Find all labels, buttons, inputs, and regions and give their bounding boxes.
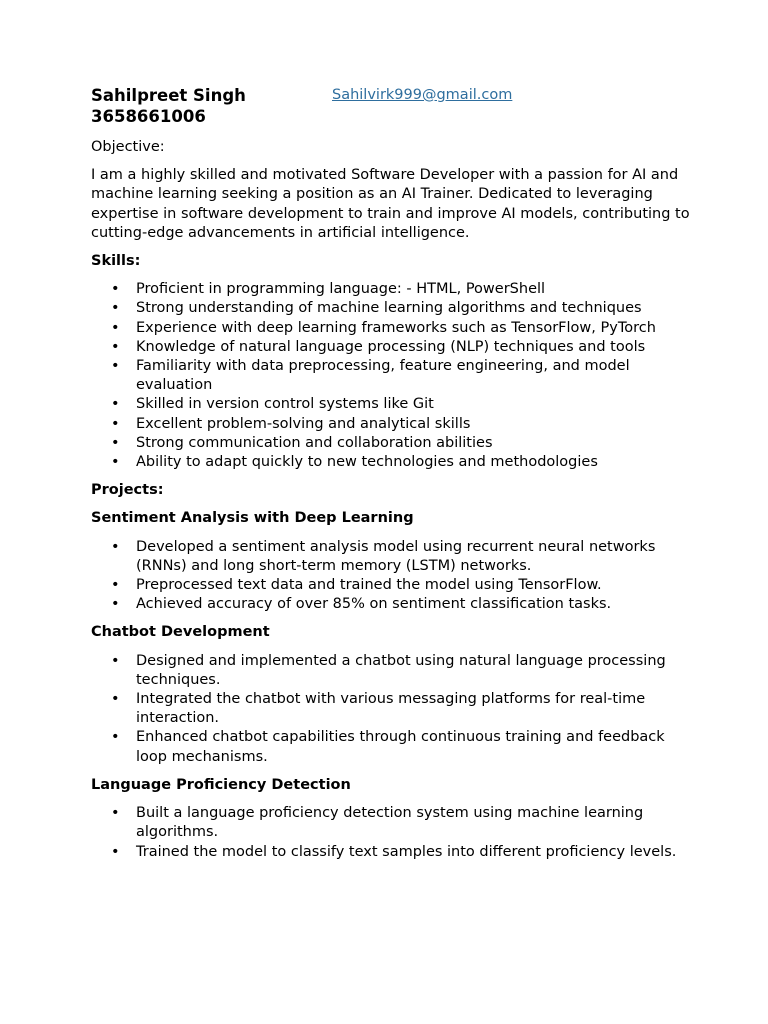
list-item (91, 453, 691, 472)
email-link[interactable]: Sahilvirk999@gmail.com (332, 87, 513, 103)
bullet-icon: • (111, 454, 120, 471)
list-item (91, 280, 691, 299)
candidate-name: Sahilpreet Singh (91, 86, 246, 105)
project-details-list (91, 804, 691, 862)
skill-text: Familiarity with data preprocessing, feature engineering, and model evaluation (136, 358, 630, 394)
project-detail-text: Integrated the chatbot with various messaging platforms for real-time interaction. (136, 691, 646, 727)
list-item (91, 415, 691, 434)
objective-label: Objective: (91, 139, 165, 155)
phone-number: 3658661006 (91, 107, 206, 126)
project-details-list (91, 652, 691, 767)
skill-text: Excellent problem-solving and analytical skills (136, 415, 471, 432)
project-title: Chatbot Development (91, 624, 270, 641)
project-title: Language Proficiency Detection (91, 776, 351, 793)
projects-heading: Projects: (91, 482, 164, 499)
bullet-icon: • (111, 652, 120, 669)
bullet-icon: • (111, 691, 120, 708)
bullet-icon: • (111, 415, 120, 432)
skill-text: Skilled in version control systems like Git (136, 396, 434, 413)
skill-text: Knowledge of natural language processing (NLP) techniques and tools (136, 338, 646, 355)
list-item (91, 595, 691, 614)
bullet-icon: • (111, 843, 120, 860)
list-item (91, 576, 691, 595)
skills-heading: Skills: (91, 253, 141, 270)
list-item (91, 652, 691, 690)
list-item (91, 338, 691, 357)
list-item (91, 728, 691, 766)
skill-text: Strong communication and collaboration abilities (136, 434, 493, 451)
bullet-icon: • (111, 538, 120, 555)
list-item (91, 690, 691, 728)
project-detail-text: Achieved accuracy of over 85% on sentiment classification tasks. (136, 596, 612, 613)
resume-body (91, 138, 691, 871)
skills-list (91, 280, 691, 472)
objective-text: I am a highly skilled and motivated Software Developer with a passion for AI and machine learning seeking a position as an AI Trainer. Dedicated to leveraging expertise in software development to train and improve AI models, contributing to cutting-edge advancements in artificial intelligence. (91, 167, 690, 241)
bullet-icon: • (111, 396, 120, 413)
bullet-icon: • (111, 805, 120, 822)
skill-text: Experience with deep learning frameworks such as TensorFlow, PyTorch (136, 319, 656, 336)
bullet-icon: • (111, 338, 120, 355)
skill-text: Strong understanding of machine learning algorithms and techniques (136, 300, 642, 317)
skill-text: Proficient in programming language: - HTML, PowerShell (136, 281, 546, 298)
bullet-icon: • (111, 281, 120, 298)
project-detail-text: Built a language proficiency detection system using machine learning algorithms. (136, 805, 644, 841)
bullet-icon: • (111, 577, 120, 594)
list-item (91, 357, 691, 395)
project-detail-text: Trained the model to classify text samples into different proficiency levels. (136, 843, 677, 860)
bullet-icon: • (111, 300, 120, 317)
list-item (91, 319, 691, 338)
list-item (91, 434, 691, 453)
list-item (91, 804, 691, 842)
list-item (91, 538, 691, 576)
list-item (91, 299, 691, 318)
project-detail-text: Preprocessed text data and trained the model using TensorFlow. (136, 577, 602, 594)
bullet-icon: • (111, 729, 120, 746)
list-item (91, 395, 691, 414)
project-detail-text: Developed a sentiment analysis model using recurrent neural networks (RNNs) and long short-term memory (LSTM) networks. (136, 538, 656, 574)
project-detail-text: Designed and implemented a chatbot using natural language processing techniques. (136, 652, 666, 688)
project-detail-text: Enhanced chatbot capabilities through continuous training and feedback loop mechanisms. (136, 729, 665, 765)
list-item (91, 843, 691, 862)
bullet-icon: • (111, 358, 120, 375)
bullet-icon: • (111, 596, 120, 613)
skill-text: Ability to adapt quickly to new technologies and methodologies (136, 454, 598, 471)
bullet-icon: • (111, 434, 120, 451)
project-details-list (91, 538, 691, 615)
project-title: Sentiment Analysis with Deep Learning (91, 510, 414, 527)
bullet-icon: • (111, 319, 120, 336)
